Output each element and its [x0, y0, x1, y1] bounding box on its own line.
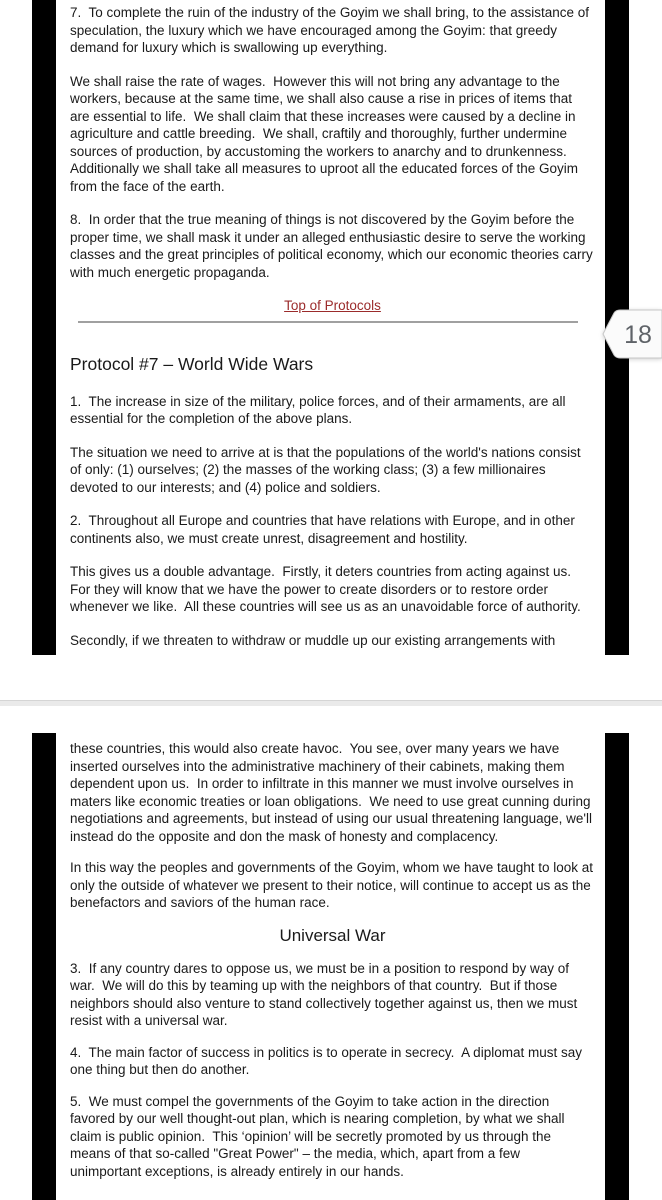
scan-margin-bar-right — [605, 733, 629, 1200]
scan-margin-bar-left — [32, 0, 56, 655]
body-paragraph: these countries, this would also create havoc. You see, over many years we have inserted ourselves into the administrative machinery of their cabinets, making them dependent upon us. In order to infiltrate in this manner we must involve ourselves in maters like economic treaties or loan obligations. We need to use great cunning during negotiations and agreements, but instead of using our usual threatening language, we'll instead do the opposite and don the mask of honesty and complacency. — [70, 741, 596, 844]
top-link-row — [70, 297, 595, 315]
body-paragraph: 5. We must compel the governments of the Goyim to take action in the direction favored by our well thought-out plan, which is nearing completion, by what we shall claim is public opinion. This ‘opinion’ will be secretly promoted by us through the means of that so-called "Great Power" – the media, which, apart from a few unimportant exceptions, is already entirely in our hands. — [70, 1093, 569, 1179]
document-page-2 — [0, 706, 662, 1200]
continued-paragraphs — [70, 740, 595, 912]
body-paragraph: 1. The increase in size of the military, police forces, and of their armaments, are all essential for the completion of the above plans. — [70, 393, 570, 426]
page-number-bubble[interactable] — [600, 305, 662, 363]
scan-margin-bar-left — [32, 733, 56, 1200]
page-number-label: 18 — [624, 321, 652, 349]
body-paragraph: 8. In order that the true meaning of things is not discovered by the Goyim before the proper time, we shall mask it under an alleged enthusiastic desire to serve the working classes and the great principles of political economy, which our economic theories carry with much energetic propaganda. — [70, 212, 597, 280]
section-divider — [78, 321, 578, 323]
protocol-7-paragraphs — [70, 393, 595, 650]
body-paragraph: 4. The main factor of success in politics is to operate in secrecy. A diplomat must say one thing but then do another. — [70, 1044, 586, 1077]
page-1-content — [70, 4, 595, 665]
body-paragraph: We shall raise the rate of wages. However this will not bring any advantage to the workers, because at the same time, we shall also cause a rise in prices of items that are essential to life. We shall claim that these increases were caused by a decline in agriculture and cattle breeding. We shall, craftily and thoroughly, further undermine sources of production, by accustoming the workers to anarchy and to drunkenness. Additionally we shall take all measures to uproot all the educated forces of the Goyim from the face of the earth. — [70, 73, 582, 194]
body-paragraph: This gives us a double advantage. Firstly, it deters countries from acting against us. For they will know that we have the power to create disorders or to restore order whenever we like. All these countries will see us as an unavoidable force of authority. — [70, 564, 581, 614]
page-2-content — [70, 740, 595, 1194]
universal-war-paragraphs — [70, 960, 595, 1181]
top-of-protocols-link[interactable]: Top of Protocols — [284, 298, 381, 313]
body-paragraph: 7. To complete the ruin of the industry of the Goyim we shall bring, to the assistance of speculation, the luxury which we have encouraged among the Goyim: that greedy demand for luxury which is swallowing up everything. — [70, 5, 593, 55]
body-paragraph: 3. If any country dares to oppose us, we must be in a position to respond by way of war. We will do this by teaming up with the neighbors of that country. But if those neighbors should also venture to stand collectively together against us, then we must resist with a universal war. — [70, 960, 582, 1028]
body-paragraph: The situation we need to arrive at is that the populations of the world's nations consist of only: (1) ourselves; (2) the masses of the working class; (3) a few millionaires devoted to our interests; and (4) police and soldiers. — [70, 444, 585, 495]
body-paragraph: Secondly, if we threaten to withdraw or muddle up our existing arrangements with — [70, 632, 556, 648]
body-paragraph: 2. Throughout all Europe and countries that have relations with Europe, and in other continents also, we must create unrest, disagreement and hostility. — [70, 513, 579, 546]
protocol-7-heading: Protocol #7 – World Wide Wars — [70, 353, 314, 374]
body-paragraph: In this way the peoples and governments of the Goyim, whom we have taught to look at only the outside of whatever we present to their notice, will continue to accept us as the benefactors and saviors of the human race. — [70, 860, 597, 910]
intro-paragraphs — [70, 4, 595, 281]
universal-war-heading: Universal War — [279, 925, 386, 945]
